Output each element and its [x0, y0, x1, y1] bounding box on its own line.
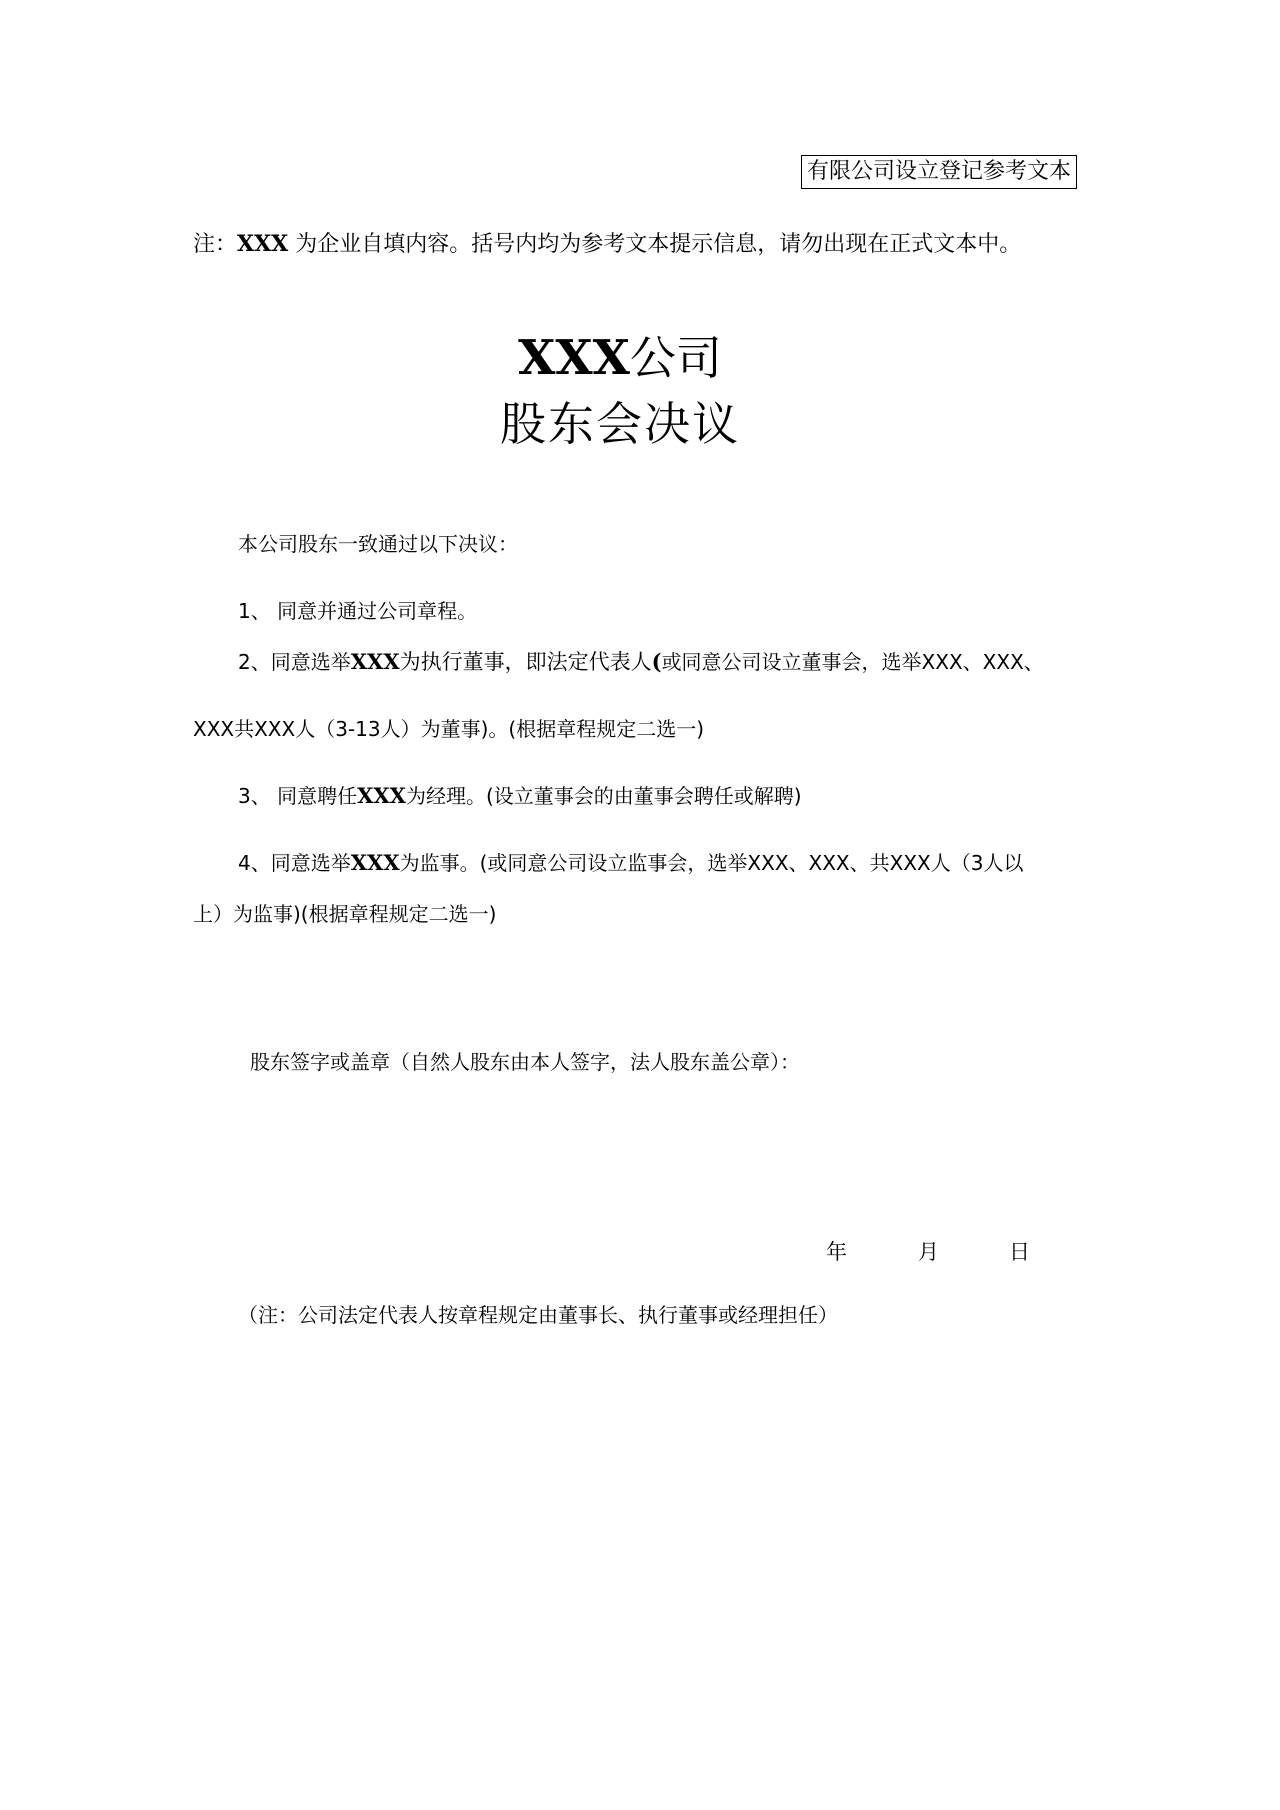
resolution-2	[238, 648, 1044, 676]
resolution-2-prefix: 2、同意选举	[238, 650, 351, 674]
date-month: 月	[918, 1240, 939, 1264]
resolution-4-placeholder: XXX	[350, 850, 400, 875]
resolution-4-line-2: 上）为监事)(根据章程规定二选一)	[193, 902, 497, 926]
resolution-2-placeholder: XXX	[350, 649, 400, 674]
note-placeholder: XXX	[237, 231, 289, 257]
date-day: 日	[1009, 1240, 1030, 1264]
resolution-4-prefix: 4、同意选举	[238, 851, 351, 875]
resolution-4-text: 为监事。	[399, 851, 480, 875]
resolution-2-paren: (	[651, 649, 662, 674]
company-suffix: 公司	[629, 331, 722, 385]
resolution-4	[238, 849, 1023, 877]
resolution-4-continuation: (或同意公司设立监事会，选举XXX、XXX、共XXX人（3人以	[479, 851, 1024, 875]
resolution-2-continuation: 或同意公司设立董事会，选举XXX、XXX、	[661, 650, 1044, 674]
intro-line: 本公司股东一致通过以下决议：	[238, 532, 518, 556]
resolution-2-directors: XXX共XXX人（3-13人）为董事	[193, 717, 481, 741]
resolution-2-text: 为执行董事，即法定代表人	[399, 650, 652, 674]
note-prefix: 注：	[193, 232, 238, 257]
signature-line: 股东签字或盖章（自然人股东由本人签字，法人股东盖公章）：	[250, 1050, 800, 1074]
resolution-3-hint: (设立董事会的由董事会聘任或解聘)	[485, 784, 802, 808]
reference-text-label: 有限公司设立登记参考文本	[801, 155, 1077, 189]
company-placeholder: XXX	[518, 330, 630, 386]
resolution-3	[238, 782, 802, 810]
company-name-title	[0, 330, 1240, 386]
document-title: 股东会决议	[500, 397, 740, 451]
resolution-2-end: )。(根据章程规定二选一)	[480, 717, 705, 741]
resolution-1: 1、 同意并通过公司章程。	[238, 599, 478, 623]
note-text: 为企业自填内容。括号内均为参考文本提示信息，请勿出现在正式文本中。	[288, 232, 1022, 257]
resolution-3-placeholder: XXX	[357, 783, 406, 808]
date-year: 年	[826, 1240, 847, 1264]
resolution-3-prefix: 3、 同意聘任	[238, 784, 358, 808]
resolution-2-line-2	[193, 715, 704, 743]
fill-in-note	[193, 227, 1021, 258]
footnote: （注：公司法定代表人按章程规定由董事长、执行董事或经理担任）	[238, 1303, 838, 1327]
resolution-3-text: 为经理。	[405, 784, 486, 808]
